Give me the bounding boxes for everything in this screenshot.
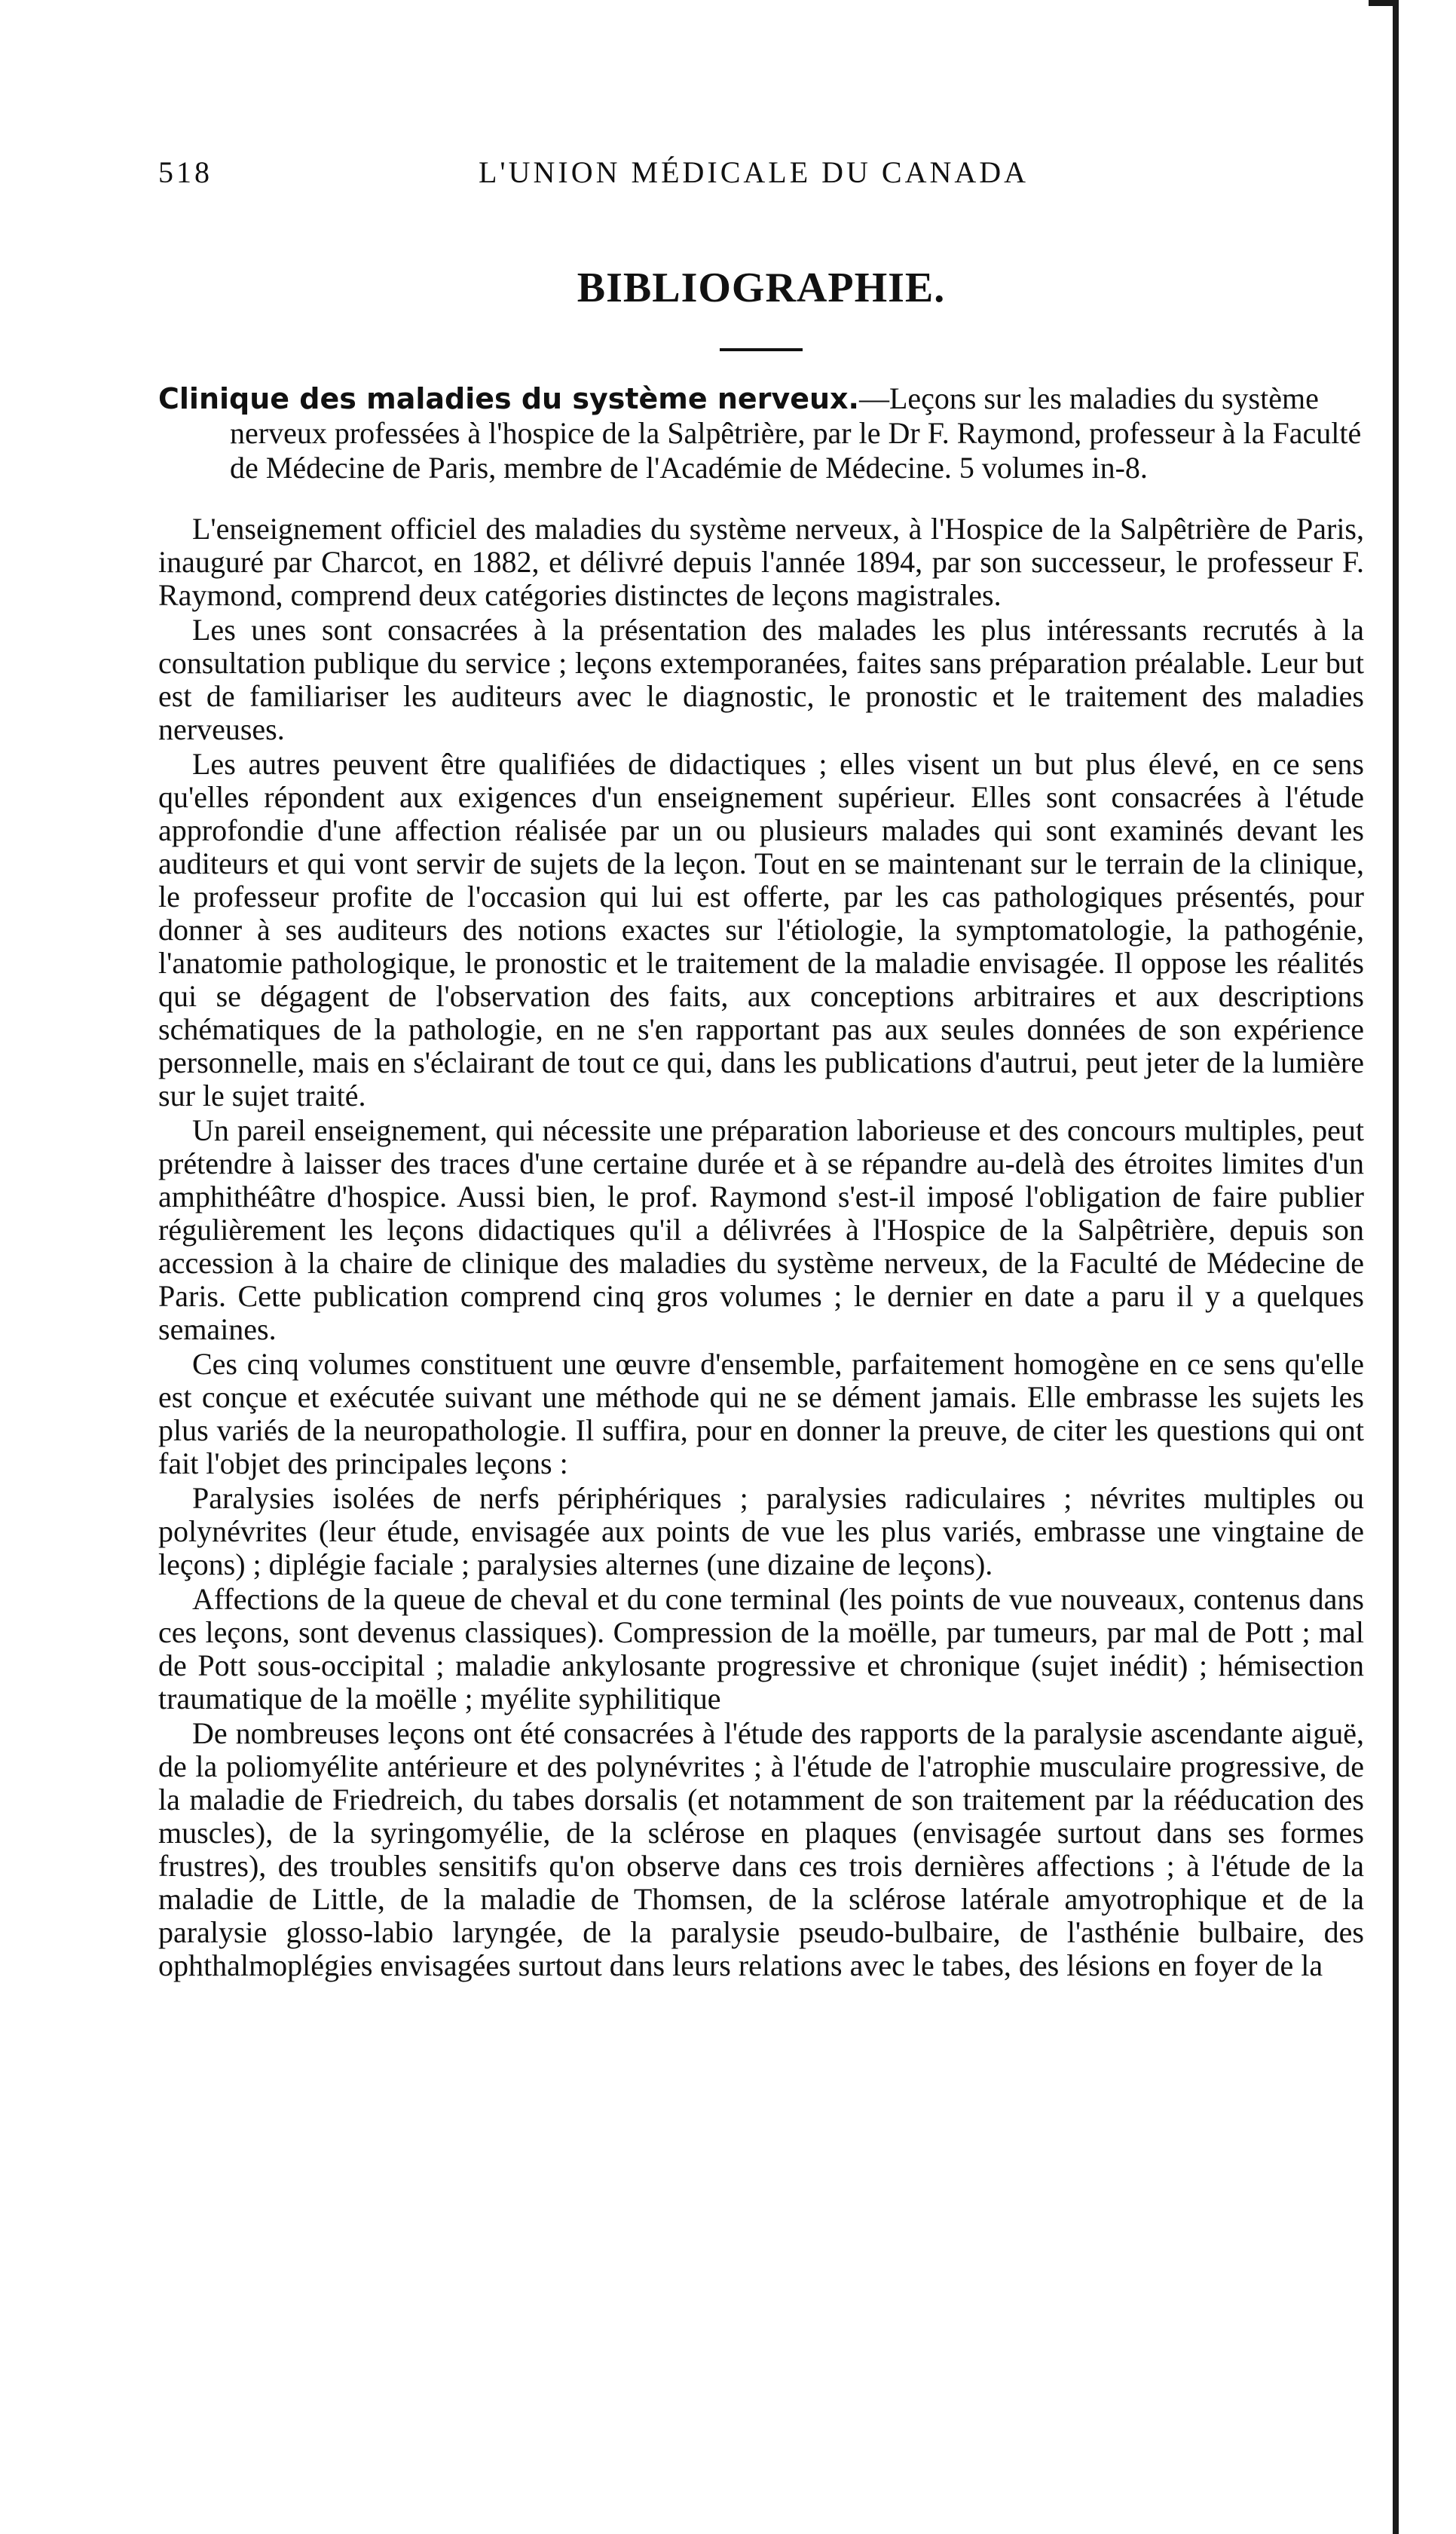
running-head: [158, 155, 1364, 200]
paragraph-1: L'enseignement officiel des maladies du système nerveux, à l'Hospice de la Salpêtrière de Paris, inauguré par Charcot, en 1882, et délivré depuis l'année 1894, par son successeur, le professeur F. Raymond, comprend deux catégories distinctes de leçons magistrales.: [158, 512, 1364, 612]
paragraph-7: Affections de la queue de cheval et du cone terminal (les points de vue nouveaux, contenus dans ces leçons, sont devenus classiques). Compression de la moëlle, par tumeurs, par mal de Pott ; mal de Pott sous-occipital ; maladie ankylosante progressive et chronique (sujet inédit) ; hémisection traumatique de la moëlle ; myélite syphilitique: [158, 1582, 1364, 1715]
paragraph-8: De nombreuses leçons ont été consacrées à l'étude des rapports de la paralysie ascendante aiguë, de la poliomyélite antérieure et des polynévrites ; à l'étude de l'atrophie musculaire progressive, de la maladie de Friedreich, du tabes dorsalis (et notamment de son traitement par la rééducation des muscles), de la syringomyélie, de la sclérose en plaques (envisagée surtout dans ses formes frustres), des troubles sensitifs qu'on observe dans ces trois dernières affections ; à l'étude de la maladie de Little, de la maladie de Thomsen, de la sclérose latérale amyotrophique et de la paralysie glosso-labio laryngée, de la paralysie pseudo-bulbaire, de l'asthénie bulbaire, des ophthalmoplégies envisagées surtout dans leurs relations avec le tabes, des lésions en foyer de la: [158, 1716, 1364, 1982]
entry-title: Clinique des maladies du système nerveux.: [158, 382, 859, 415]
paragraph-5: Ces cinq volumes constituent une œuvre d'ensemble, parfaitement homogène en ce sens qu'elle est conçue et exécutée suivant une méthode qui ne se dément jamais. Elle embrasse les sujets les plus variés de la neuropathologie. Il suffira, pour en donner la preuve, de citer les questions qui ont fait l'objet des principales leçons :: [158, 1347, 1364, 1480]
paragraph-3: Les autres peuvent être qualifiées de didactiques ; elles visent un but plus élevé, en ce sens qu'elles répondent aux exigences d'un enseignement supérieur. Elles sont consacrées à l'étude approfondie d'une affection réalisée par un ou plusieurs malades qui sont examinés devant les auditeurs et qui vont servir de sujets de la leçon. Tout en se maintenant sur le terrain de la clinique, le professeur profite de l'occasion qui lui est offerte, par les cas pathologiques présentés, pour donner à ses auditeurs des notions exactes sur l'étiologie, la symptomatologie, la pathogénie, l'anatomie pathologique, le pronostic et le traitement de la maladie envisagée. Il oppose les réalités qui se dégagent de l'observation des faits, aux conceptions arbitraires et aux descriptions schématiques de la pathologie, en ne s'en rapportant pas aux seules données de son expérience personnelle, mais en s'éclairant de tout ce qui, dans les publications d'autrui, peut jeter de la lumière sur le sujet traité.: [158, 747, 1364, 1112]
section-title: BIBLIOGRAPHIE.: [577, 265, 946, 311]
document-page: [158, 155, 1364, 1984]
title-divider: [720, 348, 803, 351]
journal-title: L'UNION MÉDICALE DU CANADA: [479, 155, 1029, 189]
page-edge-rule: [1393, 0, 1399, 2534]
entry-citation: —Leçons sur les maladies du système nerveux professées à l'hospice de la Salpêtrière, par le Dr F. Raymond, professeur à la Faculté de Médecine de Paris, membre de l'Académie de Médecine. 5 volumes in-8.: [230, 381, 1362, 485]
paragraph-4: Un pareil enseignement, qui nécessite une préparation laborieuse et des concours multiples, peut prétendre à laisser des traces d'une certaine durée et à se répandre au-delà des étroites limites d'un amphithéâtre d'hospice. Aussi bien, le prof. Raymond s'est-il imposé l'obligation de faire publier régulièrement les leçons didactiques qu'il a délivrées à l'Hospice de la Salpêtrière, depuis son accession à la chaire de clinique des maladies du système nerveux, de la Faculté de Médecine de Paris. Cette publication comprend cinq gros volumes ; le dernier en date a paru il y a quelques semaines.: [158, 1113, 1364, 1346]
paragraph-2: Les unes sont consacrées à la présentation des malades les plus intéressants recrutés à la consultation publique du service ; leçons extemporanées, faites sans préparation préalable. Leur but est de familiariser les auditeurs avec le diagnostic, le pronostic et le traitement des maladies nerveuses.: [158, 613, 1364, 746]
bibliography-entry: [158, 381, 1364, 485]
page-number: 518: [158, 155, 213, 189]
paragraph-6: Paralysies isolées de nerfs périphériques ; paralysies radiculaires ; névrites multiples ou polynévrites (leur étude, envisagée aux points de vue les plus variés, embrasse une vingtaine de leçons) ; diplégie faciale ; paralysies alternes (une dizaine de leçons).: [158, 1481, 1364, 1581]
page-edge-rule-top: [1369, 0, 1399, 6]
